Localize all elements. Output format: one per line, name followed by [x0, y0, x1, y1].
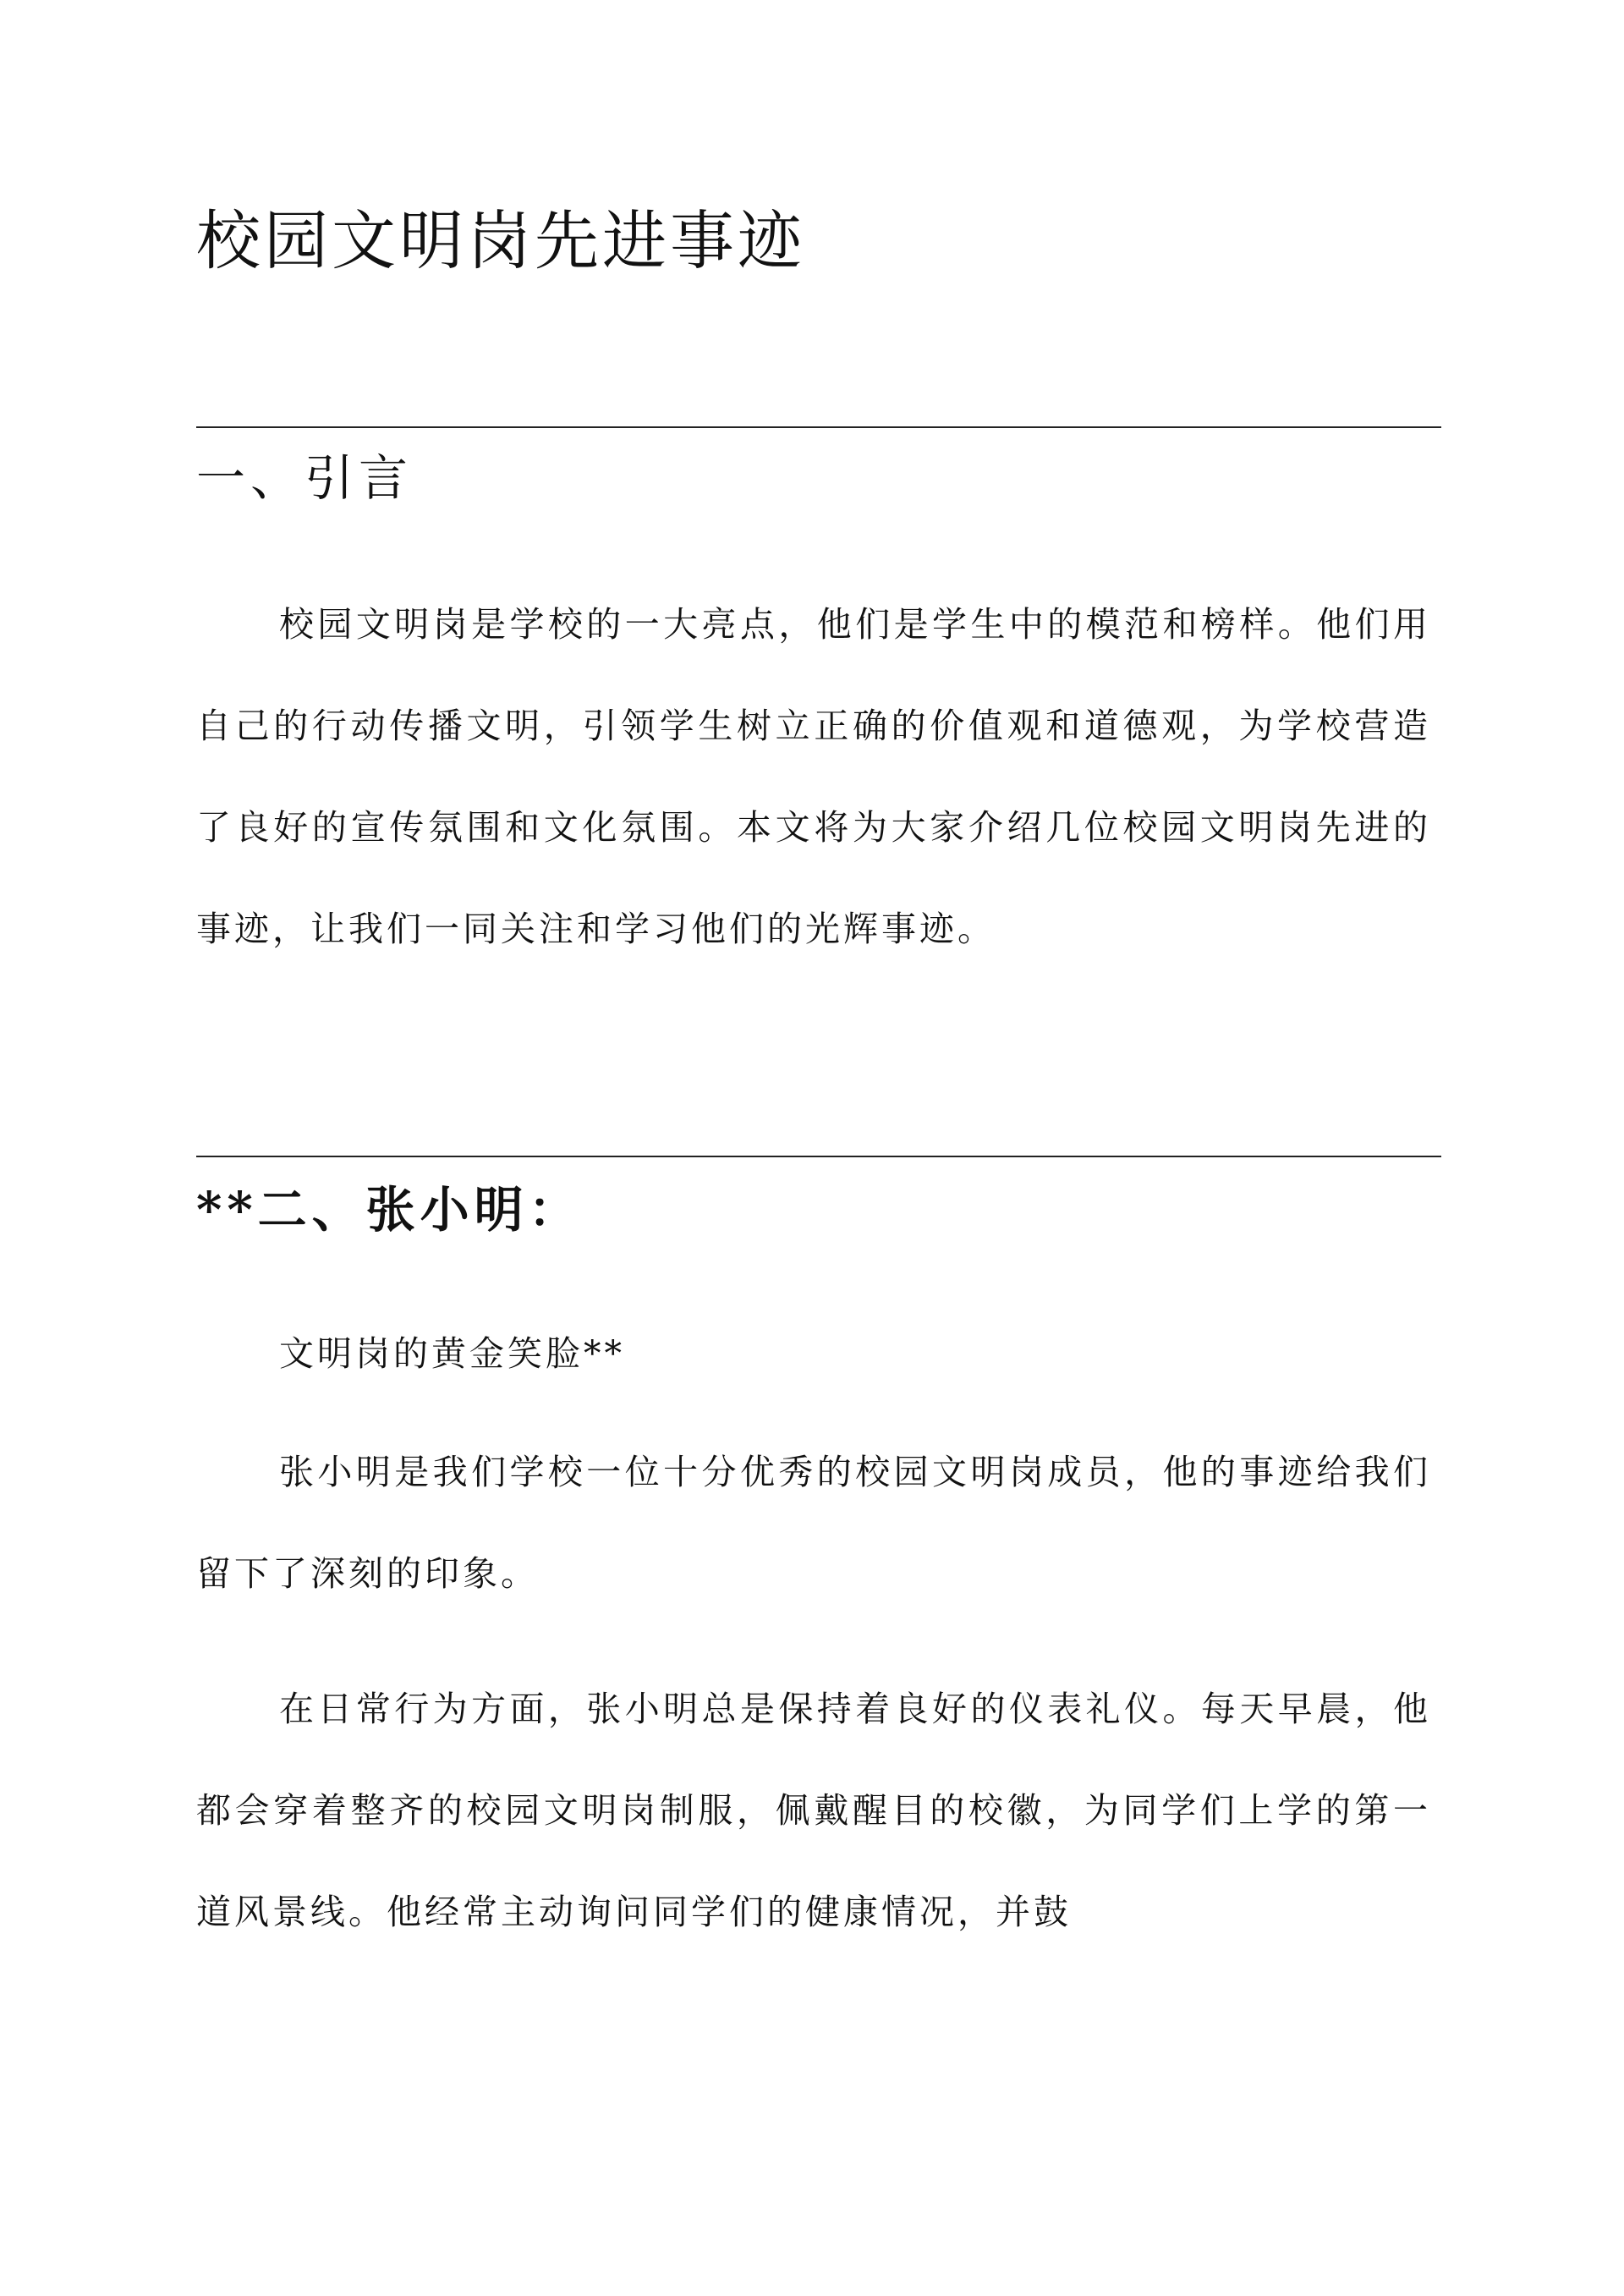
document-title: 校园文明岗先进事迹	[196, 203, 805, 278]
section-divider	[196, 1156, 1441, 1157]
zhang-xiaoming-paragraph: 张小明是我们学校一位十分优秀的校园文明岗成员，他的事迹给我们留下了深刻的印象。	[196, 1452, 1431, 1594]
section-divider	[196, 426, 1441, 428]
section-subtitle: 文明岗的黄金笑脸**	[279, 1333, 625, 1374]
introduction-paragraph: 校园文明岗是学校的一大亮点，他们是学生中的模范和榜样。他们用自己的行动传播文明，引领学生树立正确的价值观和道德观，为学校营造了良好的宣传氛围和文化氛围。本文将为大家介绍几位校园文明岗先进的事迹，让我们一同关注和学习他们的光辉事迹。	[196, 604, 1431, 949]
zhang-xiaoming-paragraph: 在日常行为方面，张小明总是保持着良好的仪表礼仪。每天早晨，他都会穿着整齐的校园文明岗制服，佩戴醒目的校徽，为同学们上学的第一道风景线。他经常主动询问同学们的健康情况，并鼓	[196, 1689, 1431, 1932]
section-heading-zhang-xiaoming: **二、张小明：	[196, 1181, 583, 1239]
section-heading-introduction: 一、引言	[196, 449, 414, 507]
